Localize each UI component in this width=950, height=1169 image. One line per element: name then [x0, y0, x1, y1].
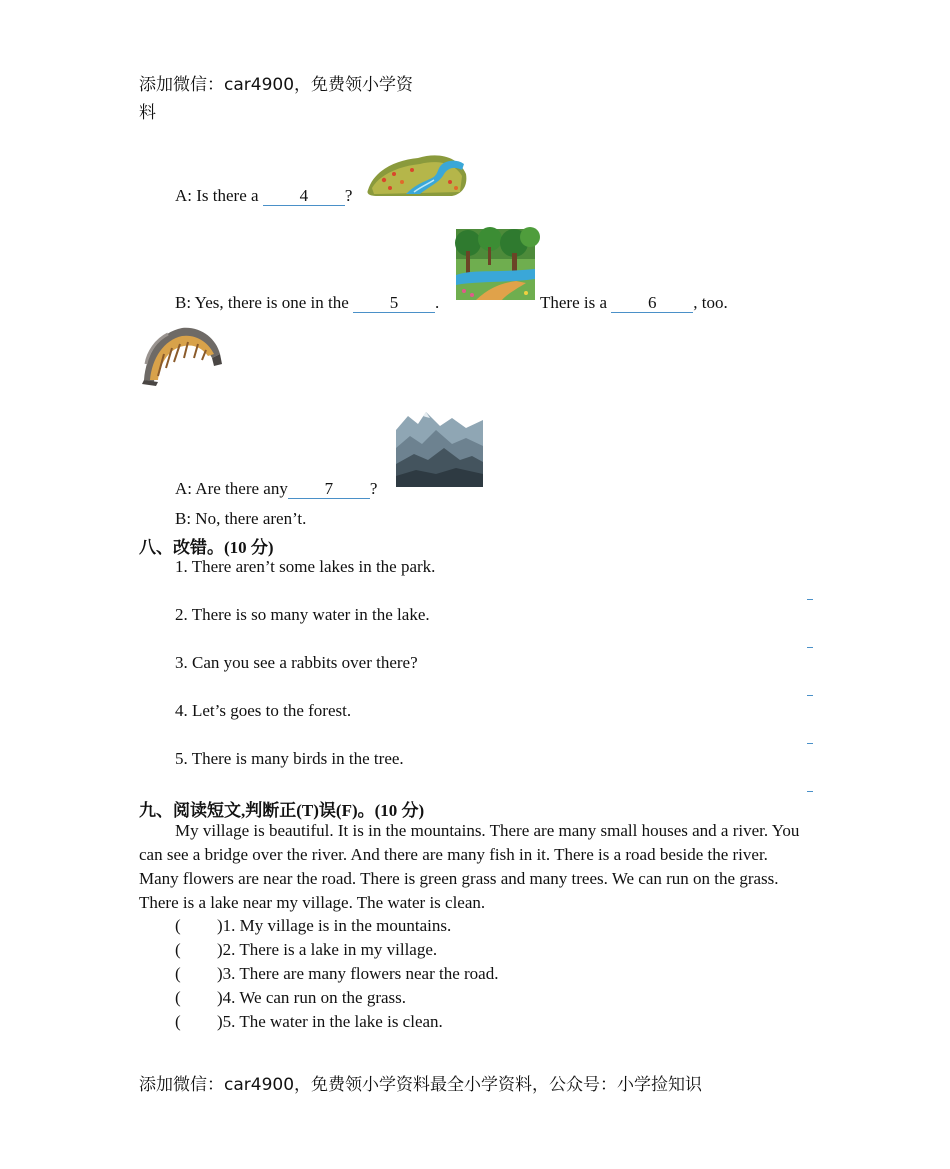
- answer-paren-5[interactable]: (: [175, 1012, 181, 1031]
- section8-item-5: 5. There is many birds in the tree.: [175, 749, 404, 768]
- blank-5: 5: [353, 294, 435, 313]
- section8-item-3: 3. Can you see a rabbits over there?: [175, 653, 418, 672]
- river-picture: [366, 148, 468, 198]
- judge-item-3: [175, 964, 498, 984]
- header-line-2: 料: [139, 103, 156, 123]
- mountains-picture: [396, 410, 483, 487]
- dialogue1-answer: [175, 293, 439, 313]
- footer-text: 添加微信：car4900，免费领小学资料最全小学资料，公众号：小学捡知识: [139, 1075, 703, 1095]
- judge-item-2-text: )2. There is a lake in my village.: [217, 940, 438, 959]
- judge-item-1-text: )1. My village is in the mountains.: [217, 916, 452, 935]
- dialogue1-a-suffix: ?: [344, 186, 353, 205]
- judge-item-5-text: )5. The water in the lake is clean.: [217, 1012, 443, 1031]
- answer-line-1: [807, 599, 813, 600]
- judge-item-5: [175, 1012, 443, 1032]
- answer-line-3: [807, 695, 813, 696]
- answer-line-5: [807, 791, 813, 792]
- section8-item-4: 4. Let’s goes to the forest.: [175, 701, 352, 720]
- answer-line-2: [807, 647, 813, 648]
- judge-item-1: [175, 916, 451, 936]
- blank-6: 6: [611, 294, 693, 313]
- dialogue1-question: [175, 186, 352, 206]
- dialogue1-b-prefix: B: Yes, there is one in the: [175, 293, 349, 312]
- judge-item-3-text: )3. There are many flowers near the road.: [217, 964, 499, 983]
- dialogue1-b-mid2: There is a: [540, 293, 608, 312]
- dialogue2-answer: B: No, there aren’t.: [175, 509, 307, 528]
- section8-title: 八、改错。(10 分): [139, 538, 274, 557]
- judge-item-2: [175, 940, 437, 960]
- dialogue1-a-prefix: A: Is there a: [175, 186, 259, 205]
- answer-paren-4[interactable]: (: [175, 988, 181, 1007]
- forest-picture: [456, 229, 535, 300]
- blank-4: 4: [263, 187, 345, 206]
- header-line-1: 添加微信：car4900，免费领小学资: [139, 75, 414, 95]
- section8-item-2: 2. There is so many water in the lake.: [175, 605, 430, 624]
- dialogue1-b-suffix: , too.: [693, 293, 728, 312]
- answer-paren-1[interactable]: (: [175, 916, 181, 935]
- section8-item-1: 1. There aren’t some lakes in the park.: [175, 557, 436, 576]
- dialogue2-a-prefix: A: Are there any: [175, 479, 288, 498]
- blank-7: 7: [288, 480, 370, 499]
- bridge-picture: [140, 324, 222, 386]
- judge-item-4: [175, 988, 406, 1008]
- section9-title: 九、阅读短文,判断正(T)误(F)。(10 分): [139, 801, 425, 820]
- answer-paren-3[interactable]: (: [175, 964, 181, 983]
- dialogue2-a-suffix: ?: [369, 479, 378, 498]
- dialogue1-answer-2: [540, 293, 728, 313]
- answer-line-4: [807, 743, 813, 744]
- judge-item-4-text: )4. We can run on the grass.: [217, 988, 407, 1007]
- dialogue1-b-mid: .: [435, 293, 440, 312]
- dialogue2-question: [175, 479, 377, 499]
- answer-paren-2[interactable]: (: [175, 940, 181, 959]
- reading-passage: My village is beautiful. It is in the mountains. There are many small houses and a river. You can see a bridge over the river. And there are many fish in it. There is a road beside the river. Many flowers are near the road. There is green grass and many trees. We can run on the grass. There is a lake near my village. The water is clean.: [139, 821, 800, 912]
